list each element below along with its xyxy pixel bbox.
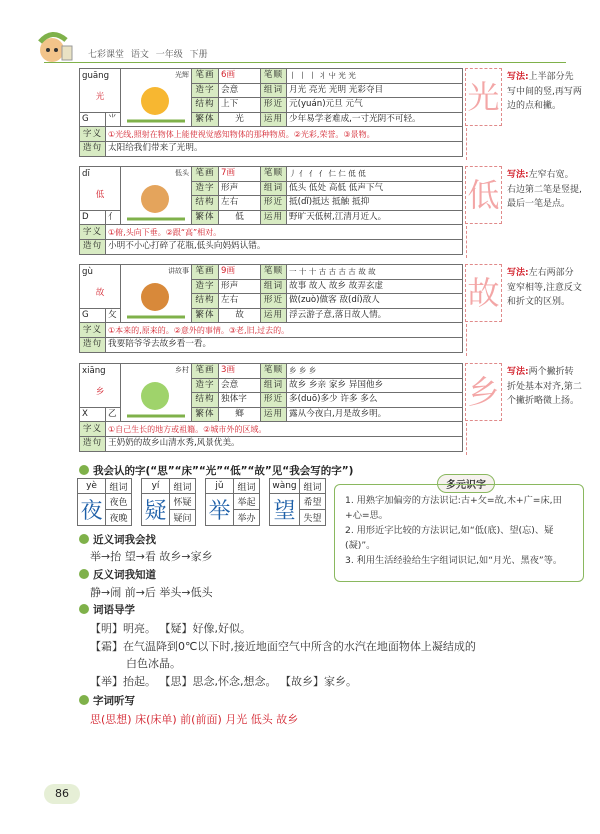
bullet-icon <box>79 695 89 705</box>
pinyin: gù <box>80 265 121 280</box>
label: 笔画 <box>192 69 219 84</box>
tip-title: 写法: <box>507 367 529 377</box>
writing-tip <box>507 168 582 212</box>
char: 望 <box>270 494 300 526</box>
writing-tip <box>507 365 582 409</box>
grid-dash <box>466 226 467 258</box>
page-number: 86 <box>44 784 80 804</box>
tip-text: 两个撇折转折处基本对齐,第二个撇折略微上扬。 <box>507 367 582 406</box>
label: 形近 <box>261 294 287 309</box>
jiegou-value: 独体字 <box>219 393 261 408</box>
tip-text: 上半部分先写中间的竖,再写两边的点和撇。 <box>507 72 582 111</box>
zaozi-value: 形声 <box>219 279 261 294</box>
label: 字义 <box>80 127 106 142</box>
zuci-value: 月光 亮光 光明 光彩夺目 <box>287 83 463 98</box>
char-card <box>79 68 584 163</box>
illustration <box>121 69 191 126</box>
label: 运用 <box>261 112 287 127</box>
pinyin: yè <box>78 479 106 494</box>
char-table <box>79 363 463 452</box>
word: 怀疑 <box>170 494 196 510</box>
zuci-value: 低头 低处 高低 低声下气 <box>287 181 463 196</box>
char-table <box>79 68 463 157</box>
label: 结构 <box>192 196 219 211</box>
pinyin: yí <box>142 479 170 494</box>
tip-title: 写法: <box>507 72 529 82</box>
zuci-label: 组词 <box>300 479 326 494</box>
char-card <box>79 264 584 359</box>
pinyin: dī <box>80 167 121 182</box>
label: 笔画 <box>192 167 219 182</box>
zaozi-value: 会意 <box>219 378 261 393</box>
char: 疑 <box>142 494 170 526</box>
char-card <box>79 166 584 261</box>
illustration-image <box>121 169 191 225</box>
word: 夜晚 <box>106 510 132 526</box>
big-char: 低 <box>80 181 121 210</box>
trace-char: 光 <box>467 78 500 116</box>
char-table <box>79 264 463 353</box>
ziyi-value: ①俯,头向下垂。②跟“高”相对。 <box>106 225 463 240</box>
recognize-char-2 <box>141 478 196 526</box>
label: 笔顺 <box>261 265 287 280</box>
label: 造句 <box>80 337 106 352</box>
label: 运用 <box>261 407 287 422</box>
section-vocab-guide <box>79 602 135 617</box>
label: 造句 <box>80 436 106 451</box>
strokes-value: 6画 <box>219 69 261 84</box>
header-divider <box>44 62 566 63</box>
section-title: 字词听写 <box>93 695 135 707</box>
tip-line: 2. 用形近字比较的方法识记,如“低(底)、望(忘)、疑(凝)”。 <box>345 525 554 551</box>
label: 形近 <box>261 196 287 211</box>
xingjin-value: 元(yuán)元旦 元气 <box>287 98 463 113</box>
label: 造字 <box>192 279 219 294</box>
stroke-order: 乡 乡 乡 <box>287 364 463 379</box>
char: 举 <box>206 494 234 526</box>
zuci-label: 组词 <box>234 479 260 494</box>
subject: 语文 <box>130 50 149 60</box>
xingjin-value: 多(duō)多少 许多 多么 <box>287 393 463 408</box>
strokes-value: 3画 <box>219 364 261 379</box>
jiegou-value: 左右 <box>219 196 261 211</box>
strokes-value: 7画 <box>219 167 261 182</box>
tip-text: 左窄右宽。右边第二笔是竖提,最后一笔是点。 <box>507 170 582 209</box>
fanti-value: 故 <box>219 308 261 323</box>
section-dictation <box>79 693 135 708</box>
label: 笔顺 <box>261 69 287 84</box>
illustration-title: 光辉 <box>175 71 190 79</box>
label: 字义 <box>80 422 106 437</box>
zuci-value: 故事 故人 故乡 故弄玄虚 <box>287 279 463 294</box>
bullet-icon <box>79 534 89 544</box>
illustration-image <box>121 366 191 422</box>
label: 笔顺 <box>261 167 287 182</box>
section-title: 近义词我会找 <box>93 534 156 546</box>
label: 结构 <box>192 98 219 113</box>
radical: 乙 <box>106 407 121 422</box>
index-letter: X <box>80 407 106 422</box>
vocab-line: 【霜】在气温降到0℃以下时,接近地面空气中所含的水汽在地面物体上凝结成的 <box>90 640 476 653</box>
grade: 一年级 <box>155 50 183 60</box>
practice-grid <box>465 363 502 421</box>
vocab-line: 【举】抬起。 【思】思念,怀念,想念。 【故乡】家乡。 <box>90 675 357 688</box>
zuci-value: 故乡 乡亲 家乡 异国他乡 <box>287 378 463 393</box>
writing-tip <box>507 266 582 310</box>
jiegou-value: 左右 <box>219 294 261 309</box>
section-title: 我会认的字(“思”“床”“光”“低”“故”见“我会写的字”) <box>93 465 354 477</box>
index-letter: G <box>80 308 106 323</box>
section-synonyms <box>79 532 156 547</box>
tip-line: 3. 利用生活经验给生字组词识记,如“月光、黑夜”等。 <box>345 555 563 566</box>
label: 造字 <box>192 378 219 393</box>
big-char: 乡 <box>80 378 121 407</box>
dictation-line: 思(思想) 床(床单) 前(前面) 月光 低头 故乡 <box>90 713 299 726</box>
label: 运用 <box>261 308 287 323</box>
page-header <box>88 47 212 60</box>
illustration-image <box>121 267 191 323</box>
word: 夜色 <box>106 494 132 510</box>
ziyi-value: ①本来的,原来的。②意外的事情。③老,旧,过去的。 <box>106 323 463 338</box>
section-antonyms <box>79 567 156 582</box>
char: 夜 <box>78 494 106 526</box>
label: 运用 <box>261 210 287 225</box>
series-name: 七彩课堂 <box>88 50 125 60</box>
bullet-icon <box>79 465 89 475</box>
illustration <box>121 364 191 421</box>
recognize-char-4 <box>269 478 326 526</box>
label: 组词 <box>261 181 287 196</box>
jiegou-value: 上下 <box>219 98 261 113</box>
illustration-title: 讲故事 <box>168 267 189 275</box>
bullet-icon <box>79 569 89 579</box>
radical: ⺌ <box>106 112 121 127</box>
label: 繁体 <box>192 112 219 127</box>
tip-text: 左右两部分宽窄相等,注意反文和折文的区别。 <box>507 268 582 307</box>
char-card <box>79 363 584 458</box>
big-char: 故 <box>80 279 121 308</box>
yunyong-value: 野旷天低树,江清月近人。 <box>287 210 463 225</box>
illustration-image <box>121 71 191 127</box>
tip-line: 1. 用熟字加偏旁的方法识记:古+攵=故,木+广=床,田+心=思。 <box>345 495 562 521</box>
synonyms-line: 举→抬 望→看 故乡→家乡 <box>90 550 213 563</box>
label: 繁体 <box>192 407 219 422</box>
illustration <box>121 265 191 322</box>
word: 疑问 <box>170 510 196 526</box>
zaozi-value: 形声 <box>219 181 261 196</box>
zaoju-value: 太阳给我们带来了光明。 <box>106 141 463 156</box>
multi-literacy-box <box>334 484 584 582</box>
strokes-value: 9画 <box>219 265 261 280</box>
illustration <box>121 167 191 224</box>
pinyin: guāng <box>80 69 121 84</box>
practice-grid <box>465 166 502 224</box>
zaoju-value: 我要陪爷爷去故乡看一看。 <box>106 337 463 352</box>
label: 组词 <box>261 279 287 294</box>
xingjin-value: 做(zuò)做客 敌(dí)敌人 <box>287 294 463 309</box>
trace-char: 故 <box>467 274 500 312</box>
illustration-title: 低头 <box>175 169 189 177</box>
label: 笔顺 <box>261 364 287 379</box>
recognize-char-1 <box>77 478 132 526</box>
illustration-title: 乡村 <box>175 366 189 374</box>
bullet-icon <box>79 604 89 614</box>
trace-char: 乡 <box>467 373 500 411</box>
label: 造字 <box>192 181 219 196</box>
stroke-order: 丿 亻 亻 亻 仁 仁 低 低 <box>287 167 463 182</box>
word: 失望 <box>300 510 326 526</box>
practice-grid <box>465 68 502 126</box>
label: 繁体 <box>192 308 219 323</box>
word: 举办 <box>234 510 260 526</box>
char-table <box>79 166 463 255</box>
radical: 亻 <box>106 210 121 225</box>
radical: 攵 <box>106 308 121 323</box>
ziyi-value: ①自己生长的地方或祖籍。②城市外的区域。 <box>106 422 463 437</box>
word: 希望 <box>300 494 326 510</box>
section-recognize <box>79 463 353 478</box>
vocab-line: 【明】明亮。 【疑】好像,好似。 <box>90 622 251 635</box>
grid-dash <box>466 324 467 356</box>
zaozi-value: 会意 <box>219 83 261 98</box>
label: 字义 <box>80 323 106 338</box>
trace-char: 低 <box>467 176 500 214</box>
label: 笔画 <box>192 265 219 280</box>
ziyi-value: ①光线,照射在物体上能使视觉感知物体的那种物质。②光彩,荣誉。③景物。 <box>106 127 463 142</box>
big-char: 光 <box>80 83 121 112</box>
vocab-line: 白色冰晶。 <box>126 657 181 670</box>
zuci-label: 组词 <box>106 479 132 494</box>
label: 结构 <box>192 393 219 408</box>
pinyin: jǔ <box>206 479 234 494</box>
label: 形近 <box>261 98 287 113</box>
multi-literacy-tag: 多元识字 <box>437 474 495 493</box>
zuci-label: 组词 <box>170 479 196 494</box>
fanti-value: 低 <box>219 210 261 225</box>
label: 笔画 <box>192 364 219 379</box>
label: 繁体 <box>192 210 219 225</box>
section-title: 词语导学 <box>93 604 135 616</box>
zaoju-value: 小明不小心打碎了花瓶,低头向妈妈认错。 <box>106 239 463 254</box>
yunyong-value: 少年易学老难成,一寸光阴不可轻。 <box>287 112 463 127</box>
stroke-order: 丨 丨 丨 丬 屮 光 光 <box>287 69 463 84</box>
tip-title: 写法: <box>507 170 529 180</box>
word: 举起 <box>234 494 260 510</box>
label: 结构 <box>192 294 219 309</box>
label: 组词 <box>261 83 287 98</box>
label: 造句 <box>80 239 106 254</box>
index-letter: D <box>80 210 106 225</box>
yunyong-value: 浮云游子意,落日故人情。 <box>287 308 463 323</box>
section-title: 反义词我知道 <box>93 569 156 581</box>
grid-dash <box>466 423 467 455</box>
label: 字义 <box>80 225 106 240</box>
tip-title: 写法: <box>507 268 529 278</box>
practice-grid <box>465 264 502 322</box>
fanti-value: 鄉 <box>219 407 261 422</box>
label: 造句 <box>80 141 106 156</box>
label: 组词 <box>261 378 287 393</box>
term: 下册 <box>189 50 208 60</box>
label: 形近 <box>261 393 287 408</box>
antonyms-line: 静→闹 前→后 举头→低头 <box>90 586 213 599</box>
yunyong-value: 露从今夜白,月是故乡明。 <box>287 407 463 422</box>
recognize-char-3 <box>205 478 260 526</box>
stroke-order: 一 十 十 古 古 古 古 故 故 <box>287 265 463 280</box>
writing-tip <box>507 70 582 114</box>
xingjin-value: 抵(dǐ)抵达 抵触 抵抑 <box>287 196 463 211</box>
label: 造字 <box>192 83 219 98</box>
grid-dash <box>466 128 467 160</box>
mascot-logo-icon <box>34 28 76 66</box>
fanti-value: 光 <box>219 112 261 127</box>
pinyin: xiāng <box>80 364 121 379</box>
index-letter: G <box>80 112 106 127</box>
zaoju-value: 王奶奶的故乡山清水秀,风景优美。 <box>106 436 463 451</box>
pinyin: wàng <box>270 479 300 494</box>
